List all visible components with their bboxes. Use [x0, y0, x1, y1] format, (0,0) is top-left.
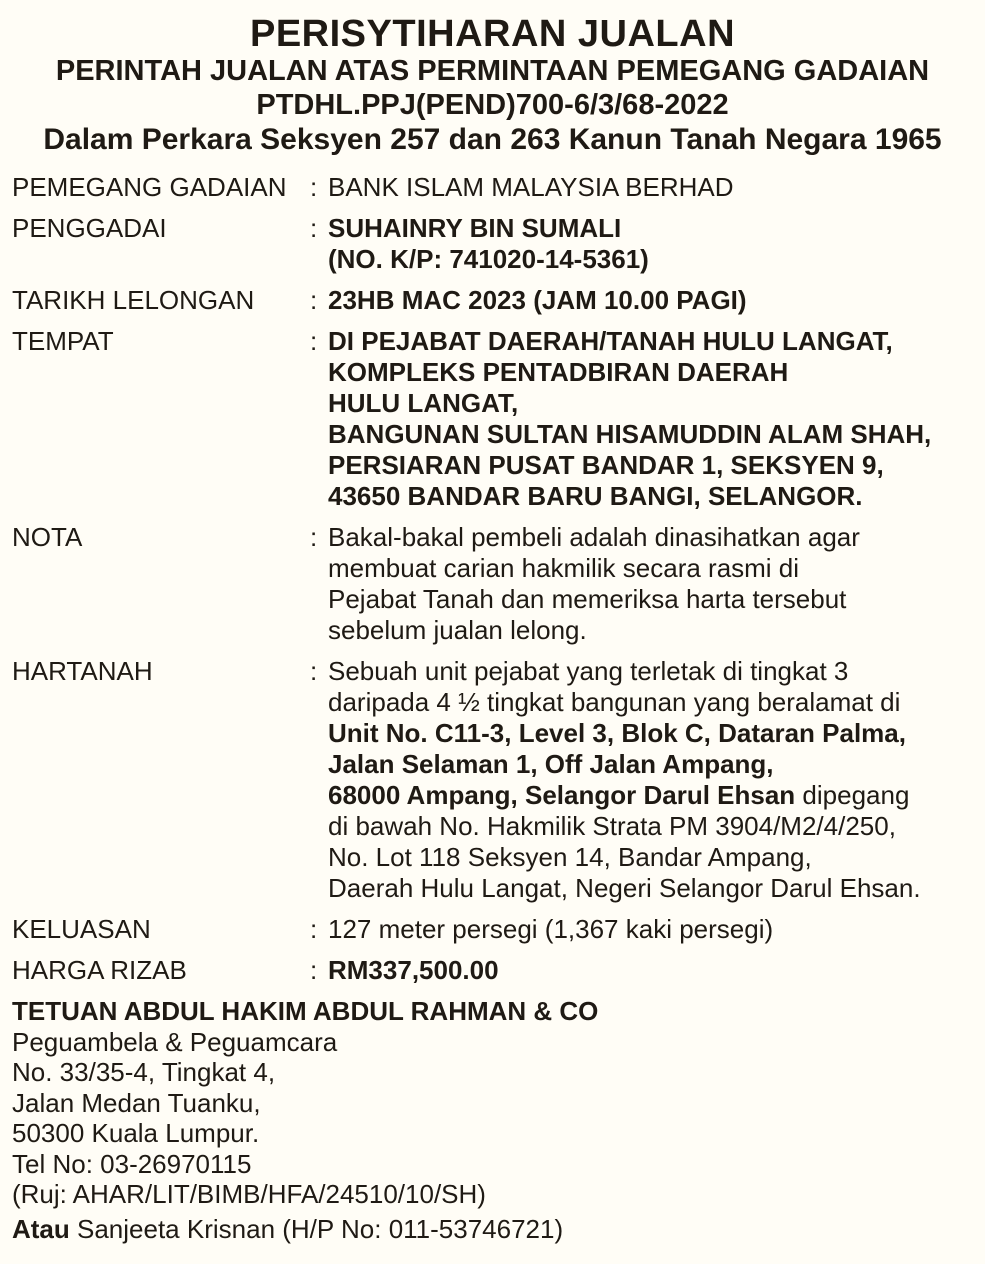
notice-subtitle: PERINTAH JUALAN ATAS PERMINTAAN PEMEGANG GADAIAN: [55, 55, 930, 87]
firm-line: Jalan Medan Tuanku,: [12, 1087, 261, 1118]
row-chargor: [12, 213, 973, 275]
notice-title: PERISYTIHARAN JUALAN: [249, 13, 736, 55]
colon: :: [310, 326, 318, 356]
note-value: [328, 522, 973, 646]
property-address-line: Jalan Selaman 1, Off Jalan Ampang,: [328, 749, 774, 779]
details-table: [12, 172, 973, 986]
property-line: daripada 4 ½ tingkat bangunan yang beralamat di: [328, 687, 901, 717]
area-value: 127 meter persegi (1,367 kaki persegi): [328, 914, 774, 944]
auction-date-label: TARIKH LELONGAN: [12, 285, 255, 315]
venue-label: TEMPAT: [12, 326, 114, 356]
row-area: [12, 914, 973, 945]
chargor-ic: (NO. K/P: 741020-14-5361): [328, 244, 649, 274]
property-label: HARTANAH: [12, 656, 153, 686]
row-auction-date: [12, 285, 973, 316]
firm-reference: (Ruj: AHAR/LIT/BIMB/HFA/24510/10/SH): [12, 1179, 486, 1209]
auction-date-value: 23HB MAC 2023 (JAM 10.00 PAGI): [328, 285, 747, 315]
reserve-price-label: HARGA RIZAB: [12, 955, 187, 985]
chargee-label: PEMEGANG GADAIAN: [12, 172, 287, 202]
row-chargee: [12, 172, 973, 203]
row-property: [12, 656, 973, 904]
reserve-price-value: RM337,500.00: [328, 955, 499, 985]
firm-alt-contact: [12, 1214, 973, 1245]
property-held-text: dipegang: [795, 780, 910, 810]
venue-line: KOMPLEKS PENTADBIRAN DAERAH: [328, 357, 789, 387]
property-address-line-mixed: [328, 780, 973, 811]
chargor-name: SUHAINRY BIN SUMALI: [328, 213, 622, 243]
property-address-line: Unit No. C11-3, Level 3, Blok C, Dataran Palma,: [328, 718, 906, 748]
firm-line: 50300 Kuala Lumpur.: [12, 1118, 260, 1148]
colon: :: [310, 285, 318, 315]
firm-phone: Tel No: 03-26970115: [12, 1148, 252, 1179]
colon: :: [310, 522, 318, 552]
property-address-postcode: 68000 Ampang, Selangor Darul Ehsan: [328, 780, 796, 810]
notice-reference: PTDHL.PPJ(PEND)700-6/3/68-2022: [256, 89, 729, 121]
venue-value: [328, 326, 973, 512]
colon: :: [310, 955, 318, 985]
colon: :: [310, 656, 318, 686]
area-label: KELUASAN: [12, 914, 151, 944]
property-line: Sebuah unit pejabat yang terletak di tingkat 3: [328, 656, 849, 686]
colon: :: [310, 172, 318, 202]
note-line: sebelum jualan lelong.: [328, 615, 587, 645]
firm-name: TETUAN ABDUL HAKIM ABDUL RAHMAN & CO: [12, 996, 599, 1026]
row-note: [12, 522, 973, 646]
alt-prefix: Atau: [12, 1213, 70, 1244]
note-line: Pejabat Tanah dan memeriksa harta tersebut: [328, 584, 847, 614]
venue-line: BANGUNAN SULTAN HISAMUDDIN ALAM SHAH,: [328, 419, 932, 449]
note-line: Bakal-bakal pembeli adalah dinasihatkan agar: [328, 522, 860, 552]
venue-line: DI PEJABAT DAERAH/TANAH HULU LANGAT,: [328, 326, 893, 356]
colon: :: [310, 914, 318, 944]
venue-line: PERSIARAN PUSAT BANDAR 1, SEKSYEN 9,: [328, 450, 884, 480]
row-venue: [12, 326, 973, 512]
firm-line: No. 33/35-4, Tingkat 4,: [12, 1057, 276, 1087]
notice-section: Dalam Perkara Seksyen 257 dan 263 Kanun Tanah Negara 1965: [43, 123, 942, 156]
note-label: NOTA: [12, 522, 83, 552]
property-value: [328, 656, 973, 904]
chargee-value: BANK ISLAM MALAYSIA BERHAD: [328, 172, 734, 202]
law-firm-block: [12, 996, 973, 1244]
firm-line: Peguambela & Peguamcara: [12, 1026, 338, 1057]
row-reserve-price: [12, 955, 973, 986]
property-line: Daerah Hulu Langat, Negeri Selangor Darul Ehsan.: [328, 873, 921, 903]
chargor-value: [328, 213, 973, 275]
property-line: di bawah No. Hakmilik Strata PM 3904/M2/4/250,: [328, 811, 896, 841]
note-line: membuat carian hakmilik secara rasmi di: [328, 553, 800, 583]
chargor-label: PENGGADAI: [12, 213, 167, 243]
alt-contact-text: Sanjeeta Krisnan (H/P No: 011-53746721): [69, 1213, 564, 1244]
colon: :: [310, 213, 318, 243]
property-line: No. Lot 118 Seksyen 14, Bandar Ampang,: [328, 842, 812, 872]
venue-line: HULU LANGAT,: [328, 388, 519, 418]
venue-line: 43650 BANDAR BARU BANGI, SELANGOR.: [328, 481, 863, 511]
